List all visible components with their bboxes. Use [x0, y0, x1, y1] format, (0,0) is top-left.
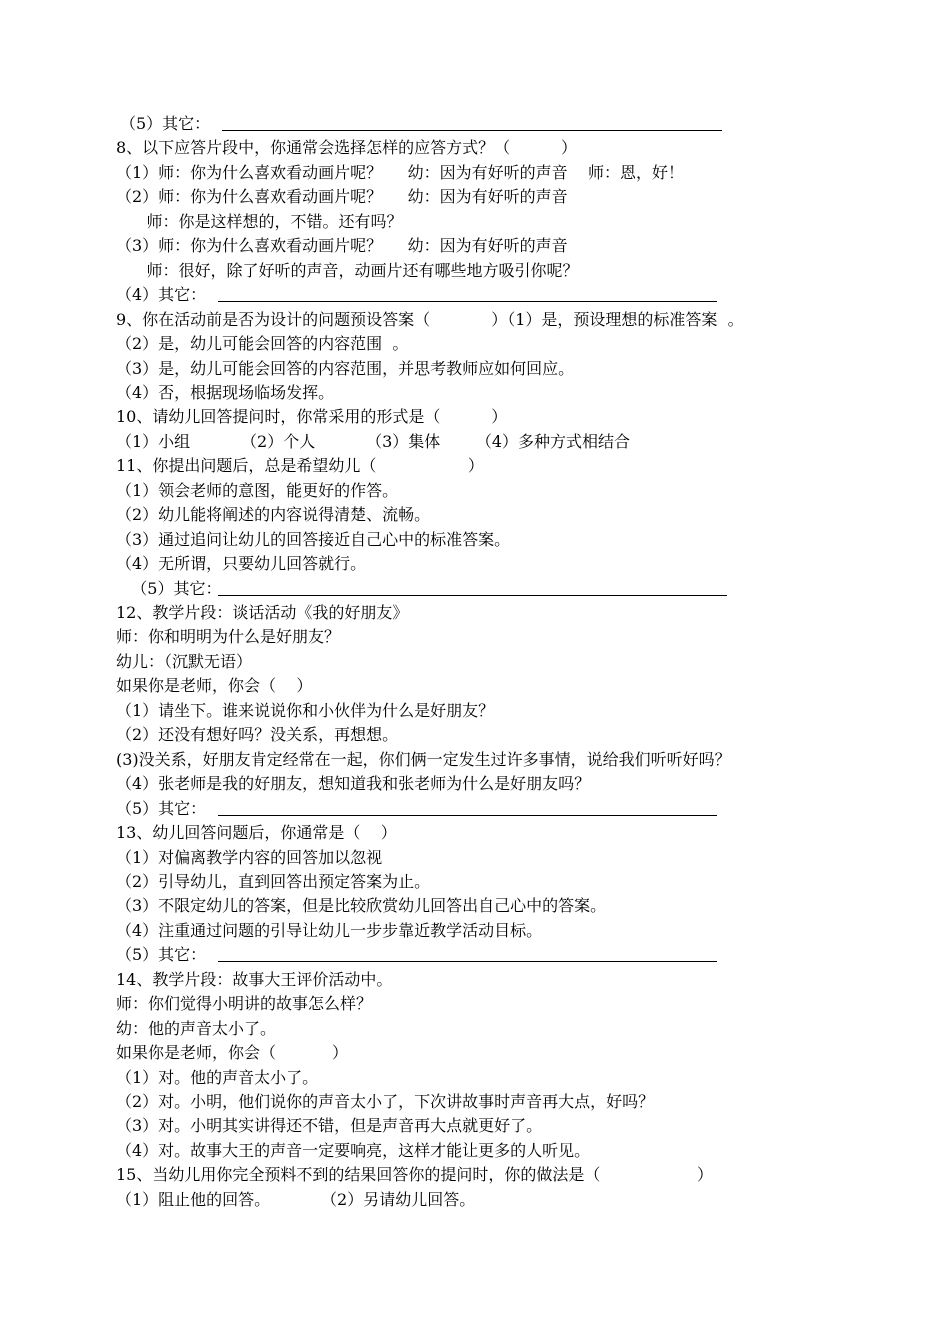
- question-line: 幼：他的声音太小了。: [116, 1019, 277, 1038]
- question-line: 师：你们觉得小明讲的故事怎么样？: [116, 994, 373, 1013]
- question-line: (3)没关系，好朋友肯定经常在一起，你们俩一定发生过许多事情，说给我们听听好吗？: [116, 750, 731, 769]
- question-other-option: （5）其它：: [116, 579, 222, 598]
- question-line: （3）对。小明其实讲得还不错，但是声音再大点就更好了。: [116, 1116, 543, 1135]
- question-line: （2）引导幼儿，直到回答出预定答案为止。: [116, 872, 431, 891]
- question-line: （1）小组 （2）个人 （3）集体 （4）多种方式相结合: [116, 432, 631, 451]
- question-line: （2）师：你为什么喜欢看动画片呢？ 幼：因为有好听的声音: [116, 187, 568, 206]
- question-line: （1）师：你为什么喜欢看动画片呢？ 幼：因为有好听的声音 师：恩，好！: [116, 163, 684, 182]
- answer-blank-line[interactable]: [218, 595, 727, 596]
- question-other-option: （5）其它：: [116, 799, 207, 818]
- answer-blank-line[interactable]: [218, 815, 717, 816]
- question-line: 14、教学片段：故事大王评价活动中。: [116, 970, 393, 989]
- question-line: （3）师：你为什么喜欢看动画片呢？ 幼：因为有好听的声音: [116, 236, 568, 255]
- question-line: 如果你是老师，你会（ ）: [116, 676, 313, 695]
- question-other-option: （5）其它：: [120, 114, 211, 133]
- question-line: （3）不限定幼儿的答案，但是比较欣赏幼儿回答出自己心中的答案。: [116, 896, 607, 915]
- question-line: 9、你在活动前是否为设计的问题预设答案（ ）（1）是，预设理想的标准答案 。: [116, 310, 744, 329]
- question-line: （4）无所谓，只要幼儿回答就行。: [116, 554, 367, 573]
- question-line: 师：你和明明为什么是好朋友？: [116, 627, 341, 646]
- question-line: （1）阻止他的回答。 （2）另请幼儿回答。: [116, 1190, 476, 1209]
- question-line: （4）否，根据现场临场发挥。: [116, 383, 335, 402]
- question-line: （1）领会老师的意图，能更好的作答。: [116, 481, 399, 500]
- question-line: （3）通过追问让幼儿的回答接近自己心中的标准答案。: [116, 530, 511, 549]
- question-other-option: （5）其它：: [116, 945, 207, 964]
- question-line: （1）对。他的声音太小了。: [116, 1068, 319, 1087]
- question-line: 如果你是老师，你会（ ）: [116, 1043, 348, 1062]
- question-line: （3）是，幼儿可能会回答的内容范围，并思考教师应如何回应。: [116, 359, 575, 378]
- question-line: 师：很好，除了好听的声音，动画片还有哪些地方吸引你呢？: [116, 261, 579, 280]
- question-line: 幼儿：（沉默无语）: [116, 652, 253, 671]
- answer-blank-line[interactable]: [222, 130, 722, 131]
- question-line: （4）对。故事大王的声音一定要响亮，这样才能让更多的人听见。: [116, 1141, 591, 1160]
- question-line: （2）幼儿能将阐述的内容说得清楚、流畅。: [116, 505, 431, 524]
- question-line: 师：你是这样想的，不错。还有吗？: [116, 212, 403, 231]
- question-line: 11、你提出问题后，总是希望幼儿（ ）: [116, 456, 484, 475]
- question-line: （4）张老师是我的好朋友，想知道我和张老师为什么是好朋友吗？: [116, 774, 591, 793]
- question-line: 15、当幼儿用你完全预料不到的结果回答你的提问时，你的做法是（ ）: [116, 1165, 713, 1184]
- question-line: （2）是，幼儿可能会回答的内容范围 。: [116, 334, 409, 353]
- question-line: （2）对。小明，他们说你的声音太小了，下次讲故事时声音再大点，好吗？: [116, 1092, 655, 1111]
- question-line: 13、幼儿回答问题后，你通常是（ ）: [116, 823, 397, 842]
- answer-blank-line[interactable]: [218, 961, 717, 962]
- question-line: 12、教学片段：谈话活动《我的好朋友》: [116, 603, 409, 622]
- question-line: （4）注重通过问题的引导让幼儿一步步靠近教学活动目标。: [116, 921, 543, 940]
- question-line: 10、请幼儿回答提问时，你常采用的形式是（ ）: [116, 407, 508, 426]
- answer-blank-line[interactable]: [218, 301, 717, 302]
- question-line: （2）还没有想好吗？没关系，再想想。: [116, 725, 399, 744]
- question-line: （1）请坐下。谁来说说你和小伙伴为什么是好朋友？: [116, 701, 495, 720]
- question-other-option: （4）其它：: [116, 285, 207, 304]
- question-line: （1）对偏离教学内容的回答加以忽视: [116, 848, 383, 867]
- question-line: 8、以下应答片段中，你通常会选择怎样的应答方式？（ ）: [116, 138, 578, 157]
